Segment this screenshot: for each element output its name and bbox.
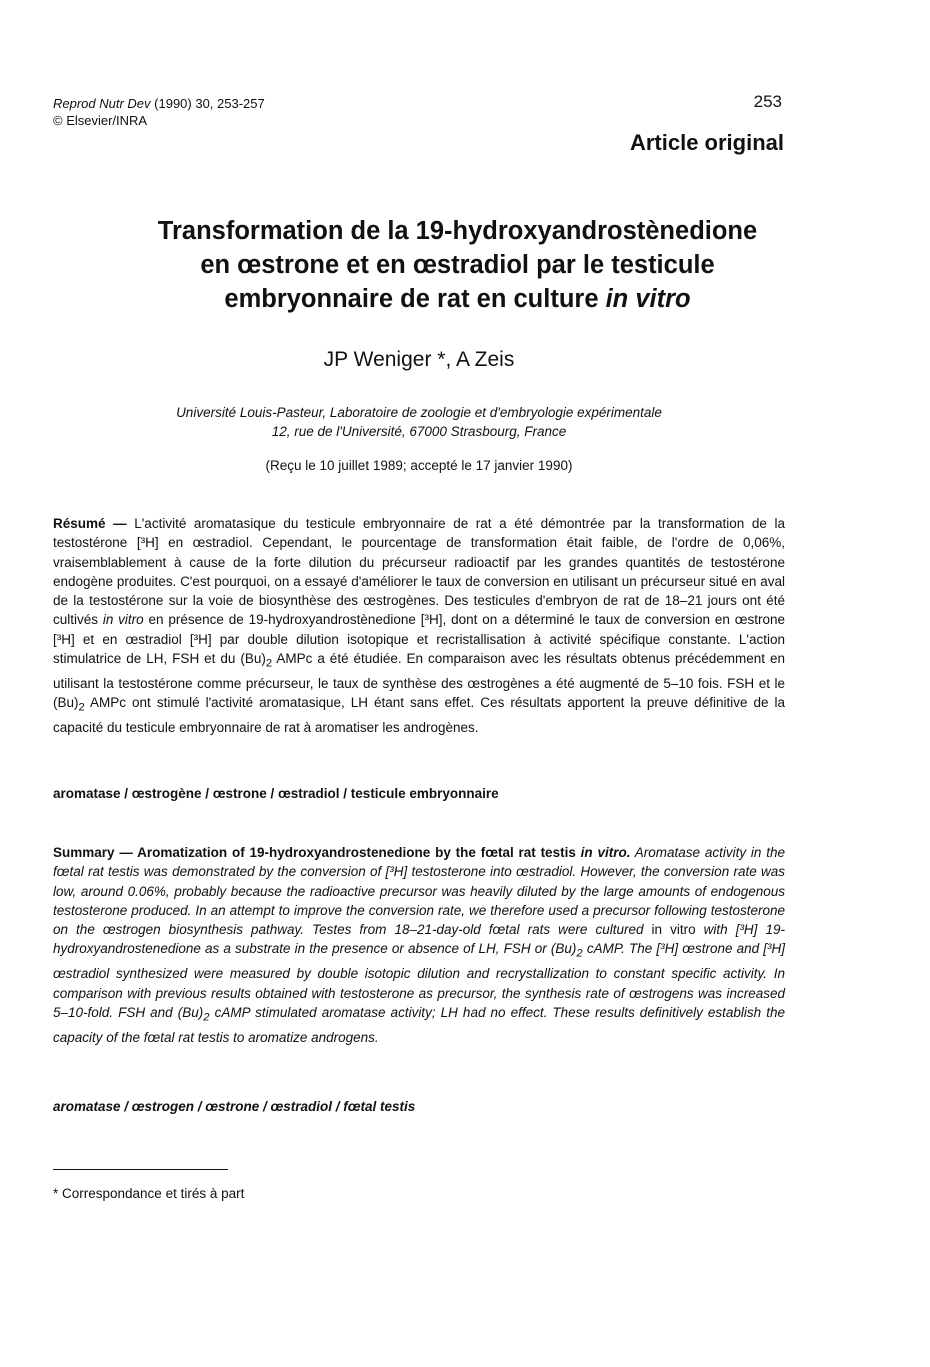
- title-line-1: Transformation de la 19-hydroxyandrostènedione: [157, 217, 758, 245]
- resume-text-1: L'activité aromatasique du testicule embryonnaire de rat a été démontrée par la transformation de la testostérone [³H] en œstradiol. Cependant, le pourcentage de transformation était faible, de l'ordre de 0,06%, vraisemblablement à cause de la forte dilution du précurseur radioactif par les grandes quantités de testostérone endogène produites. C'est pourquoi, on a essayé d'améliorer le taux de conversion en utilisant un précurseur situé en aval de la testostérone sur la voie de biosynthèse des œstrogènes. Des testicules d'embryon de rat de 18–21 jours ont été cultivés: [53, 516, 785, 628]
- summary-label-text: Summary — Aromatization of 19-hydroxyandrostenedione by the fœtal rat testis: [53, 845, 581, 860]
- title-line-3: [40, 282, 875, 316]
- title-line-3-text: embryonnaire de rat en culture: [224, 285, 606, 313]
- resume-abstract: [53, 514, 785, 738]
- keywords-french: aromatase / œstrogène / œstrone / œstradiol / testicule embryonnaire: [53, 786, 499, 801]
- article-title: [40, 214, 875, 316]
- summary-abstract: [53, 843, 785, 1047]
- footnote-rule: [53, 1169, 228, 1170]
- affiliation-line-1: Université Louis-Pasteur, Laboratoire de zoologie et d'embryologie expérimentale: [176, 405, 662, 420]
- footnote: * Correspondance et tirés à part: [53, 1186, 245, 1201]
- journal-citation: [53, 95, 265, 112]
- title-in-vitro: in vitro: [605, 285, 691, 313]
- keywords-english: aromatase / œstrogen / œstrone / œstradiol / fœtal testis: [53, 1099, 416, 1114]
- summary-label: [53, 845, 630, 860]
- journal-volume-pages: (1990) 30, 253-257: [150, 96, 265, 111]
- affiliation: [0, 403, 838, 441]
- summary-text-4: cAMP stimulated aromatase activity; LH had no effect. These results definitively establish the capacity of the fœtal rat testis to aromatize androgens.: [53, 1005, 785, 1046]
- summary-text-3: cAMP. The [³H] œstrone and [³H] œstradiol synthesized were measured by double isotopic dilution and recrystallization to constant specific activity. In comparison with previous results obtained with testosterone as precursor, the synthesis rate of œstrogens was increased 5–10-fold. FSH and (Bu): [53, 941, 785, 1021]
- title-line-2: en œstrone et en œstradiol par le testicule: [200, 251, 715, 279]
- resume-in-vitro: in vitro: [102, 612, 144, 628]
- article-type: Article original: [629, 130, 784, 155]
- page-number: 253: [753, 92, 782, 111]
- resume-text-2: en présence de 19-hydroxyandrostènedione [³H], dont on a déterminé le taux de conversion en œstrone [³H] et en œstradiol [³H] par double dilution isotopique et recristallisation à activité spécifique constante. L'action stimulatrice de LH, FSH et du (Bu): [53, 612, 785, 667]
- received-accepted-dates: (Reçu le 10 juillet 1989; accepté le 17 janvier 1990): [265, 458, 573, 473]
- resume-subscript-1: 2: [265, 657, 273, 670]
- journal-name: Reprod Nutr Dev: [53, 96, 151, 111]
- resume-subscript-2: 2: [78, 702, 85, 715]
- summary-in-vitro: in vitro: [651, 922, 696, 938]
- journal-reference: [53, 95, 265, 129]
- summary-text-1: Aromatase activity in the fœtal rat testis was demonstrated by the conversion of [³H] testosterone into œstradiol. However, the conversion rate was low, around 0.06%, probably because the radioactive precursor was heavily diluted by the large amounts of endogenous testosterone produced. In an attempt to improve the conversion rate, we therefore used a precursor following testosterone on the œstrogen biosynthesis pathway. Testes from 18–21-day-old fœtal rats were cultured: [53, 845, 785, 938]
- resume-text-3: AMPc a été étudiée. En comparaison avec les résultats obtenus précédemment en utilisant la testostérone comme précurseur, le taux de synthèse des œstrogènes a été augmenté de 5–10 fois. FSH et le (Bu): [53, 651, 786, 711]
- summary-text-2: with [³H] 19-hydroxyandrostenedione as a substrate in the presence or absence of LH, FSH or (Bu): [53, 922, 785, 957]
- summary-subscript-1: 2: [576, 948, 583, 961]
- copyright: © Elsevier/INRA: [53, 113, 148, 128]
- authors: JP Weniger *, A Zeis: [323, 348, 515, 371]
- summary-subscript-2: 2: [203, 1011, 210, 1024]
- affiliation-line-2: 12, rue de l'Université, 67000 Strasbourg, France: [271, 424, 567, 439]
- resume-label: Résumé —: [53, 516, 127, 531]
- summary-label-in-vitro: in vitro.: [580, 845, 631, 860]
- resume-text-4: AMPc ont stimulé l'activité aromatasique, LH étant sans effet. Ces résultats apportent la preuve définitive de la capacité du testicule embryonnaire de rat à aromatiser les androgènes.: [53, 695, 785, 736]
